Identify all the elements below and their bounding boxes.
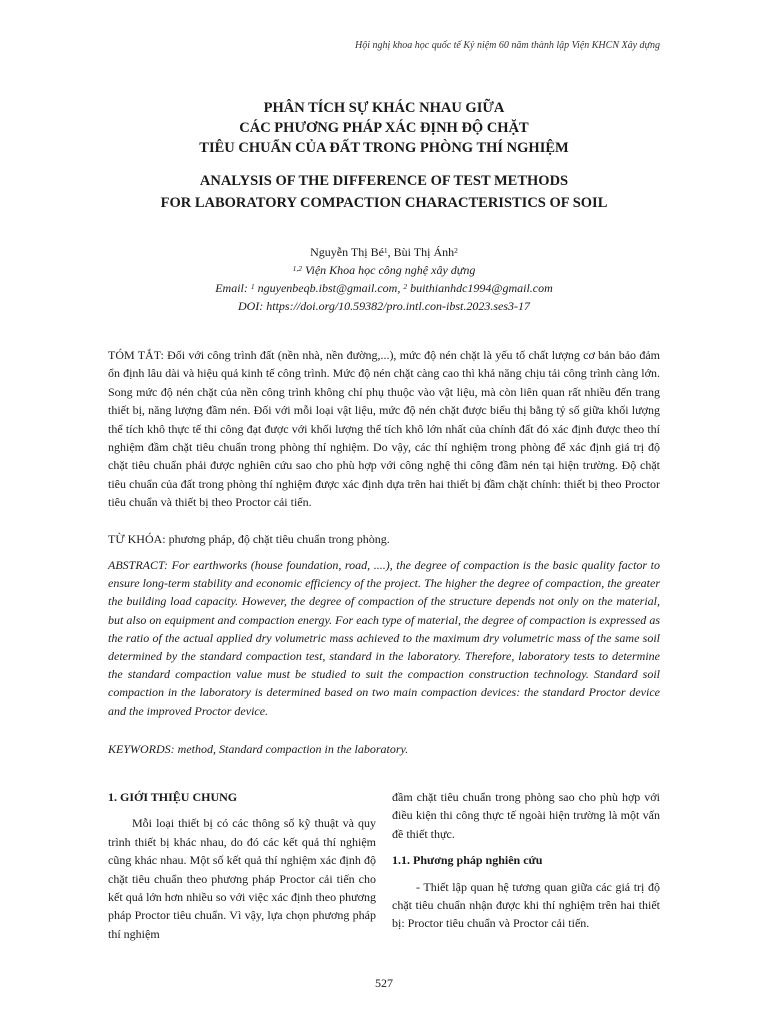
body-paragraph: đầm chặt tiêu chuẩn trong phòng sao cho phù hợp với điều kiện thi công thực tế ngoài hiện trường là một vấn đề thiết thực. [392, 790, 660, 841]
right-column [392, 788, 660, 933]
author-affiliation-mark: 2 [454, 246, 458, 255]
left-column [108, 788, 376, 943]
email-link[interactable]: nguyenbeqb.ibst@gmail.com, [254, 281, 404, 295]
subsection-heading: 1.1. Phương pháp nghiên cứu [392, 853, 543, 868]
abstract-vietnamese: TÓM TẮT: Đối với công trình đất (nền nhà, nền đường,...), mức độ nén chặt là yếu tố chất lượng cơ bản bảo đảm ổn định lâu dài và hiệu quả kinh tế công trình. Mức độ nén chặt càng cao thì khả năng chịu tải công trình càng lớn. Song mức độ nén chặt của nền công trình không chỉ phụ thuộc vào vật liệu, mà còn liên quan rất nhiều đến trang thiết bị, năng lượng đầm nén. Đối với mỗi loại vật liệu, mức độ nén chặt được biểu thị bằng tỷ số giữa khối lượng thể tích khô thực tế thi công đạt được với khối lượng thể tích khô lớn nhất của chính đất đó xác định được theo thí nghiệm đầm chặt tiêu chuẩn trong phòng thí nghiệm. Do vậy, các thí nghiệm trong phòng để xác định giá trị độ chặt tiêu chuẩn phải được nghiên cứu sao cho phù hợp với công nghệ thi công đầm nén tại hiện trường. Độ chặt tiêu chuẩn của đất trong phòng thí nghiệm được xác định dựa trên hai thiết bị đầm chặt chính: thiết bị theo Proctor tiêu chuẩn và thiết bị theo Proctor cải tiến. [108, 348, 660, 510]
email-line [0, 279, 768, 297]
email-mark: 2 [403, 282, 408, 291]
section-heading: 1. GIỚI THIỆU CHUNG [108, 790, 238, 804]
page-number: 527 [375, 976, 393, 990]
email-mark: 1 [250, 282, 255, 291]
affiliation [0, 261, 768, 279]
affiliation-mark: 1,2 [292, 264, 303, 273]
author-name: Nguyễn Thị Bé [310, 245, 384, 259]
author-block [0, 243, 768, 315]
author-affiliation-mark: 1 [383, 246, 388, 255]
keywords-english: KEYWORDS: method, Standard compaction in the laboratory. [108, 742, 409, 756]
keywords-vietnamese: TỪ KHÓA: phương pháp, độ chặt tiêu chuẩn trong phòng. [108, 532, 390, 546]
email-prefix: Email: [215, 281, 251, 295]
author-name: Bùi Thị Ánh [393, 245, 455, 259]
title-vietnamese [0, 98, 768, 158]
affiliation-text: Viện Khoa học công nghệ xây dựng [302, 263, 476, 277]
title-english [0, 170, 768, 214]
body-paragraph: - Thiết lập quan hệ tương quan giữa các giá trị độ chặt tiêu chuẩn nhận được khi thí nghiệm trên hai thiết bị: Proctor tiêu chuẩn và Proctor cải tiến. [392, 879, 660, 931]
email-link[interactable]: buithianhdc1994@gmail.com [407, 281, 553, 295]
running-head: Hội nghị khoa học quốc tế Kỷ niệm 60 năm thành lập Viện KHCN Xây dựng [355, 40, 660, 51]
title-en-line: FOR LABORATORY COMPACTION CHARACTERISTICS OF SOIL [160, 195, 608, 211]
author-separator: , [387, 245, 394, 259]
author-names [0, 243, 768, 261]
doi-link[interactable]: DOI: https://doi.org/10.59382/pro.intl.con-ibst.2023.ses3-17 [237, 299, 531, 313]
title-vn-line: PHÂN TÍCH SỰ KHÁC NHAU GIỮA [263, 100, 505, 116]
abstract-english: ABSTRACT: For earthworks (house foundation, road, ....), the degree of compaction is the basic quality factor to ensure long-term stability and economic efficiency of the project. The higher the degree of compaction, the greater the building load capacity. However, the degree of compaction of the structure depends not only on the material, but also on equipment and compaction energy. For each type of material, the degree of compaction is expressed as the ratio of the actual applied dry volumetric mass achieved to the maximum dry volumetric mass of the same soil determined by the standard compaction test, standard in the laboratory. Therefore, laboratory tests to determine the standard compaction value must be studied to suit the compaction construction technology. Standard soil compaction in the laboratory is determined based on two main compaction devices: the standard Proctor device and the improved Proctor device. [108, 558, 660, 718]
title-vn-line: TIÊU CHUẨN CỦA ĐẤT TRONG PHÒNG THÍ NGHIỆM [199, 140, 569, 156]
title-vn-line: CÁC PHƯƠNG PHÁP XÁC ĐỊNH ĐỘ CHẶT [239, 120, 529, 136]
body-paragraph: Mỗi loại thiết bị có các thông số kỹ thuật và quy trình thiết bị khác nhau, do đó các kết quả thí nghiệm cũng khác nhau. Một số kết quả thí nghiệm xác định độ chặt tiêu chuẩn theo phương pháp Proctor cải tiến cho kết quả lớn hơn nhiều so với việc xác định theo phương pháp Proctor tiêu chuẩn. Vì vậy, lựa chọn phương pháp thí nghiệm [108, 816, 376, 941]
title-en-line: ANALYSIS OF THE DIFFERENCE OF TEST METHODS [199, 173, 569, 189]
